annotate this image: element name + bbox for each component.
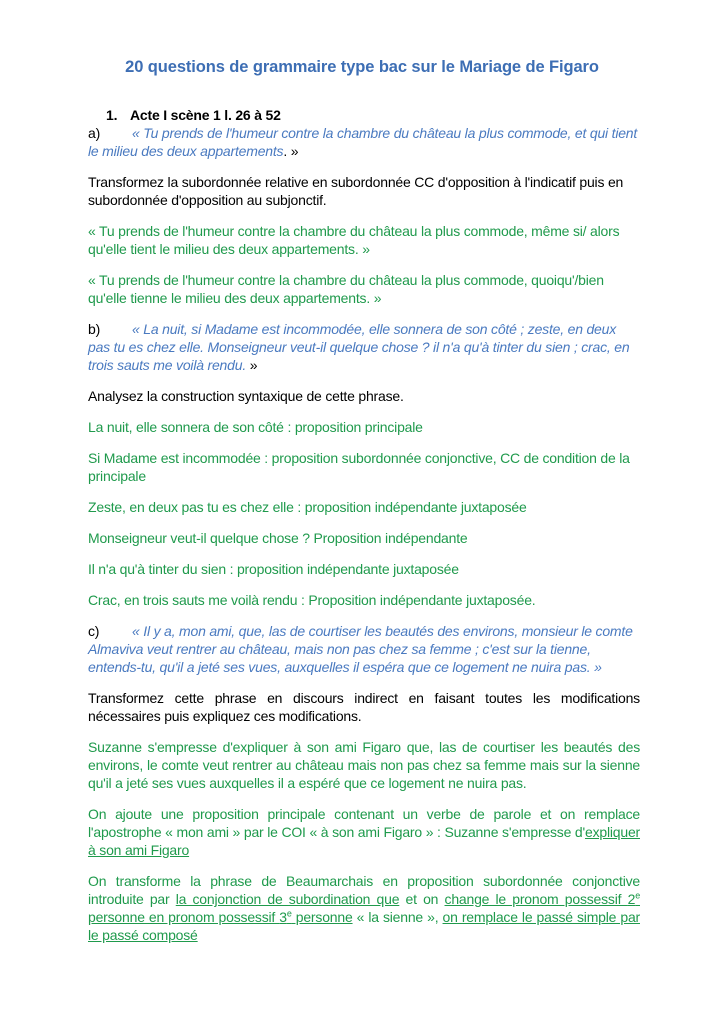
quote-c — [88, 622, 640, 676]
answer-a-1: « Tu prends de l'humeur contre la chambre du château la plus commode, même si/ alors qu'elle tient le milieu des deux appartements. » — [88, 223, 620, 257]
explanation-c-1-text: On ajoute une proposition principale contenant un verbe de parole et on remplace l'apostrophe « mon ami » par le COI « à son ami Figaro » : Suzanne s'empresse d' — [88, 806, 640, 840]
answer-b-5: Il n'a qu'à tinter du sien : proposition indépendante juxtaposée — [88, 561, 459, 577]
quote-c-text: « Il y a, mon ami, que, las de courtiser les beautés des environs, monsieur le comte Almaviva veut rentrer au château, mais non pas chez sa femme ; c'est sur la tienne, entends-tu, qu'il a jeté ses vues, auxquelles il espéra que ce logement ne nuira pas. » — [88, 623, 633, 675]
quote-a — [88, 124, 640, 160]
section-label: Acte I scène 1 l. 26 à 52 — [130, 107, 281, 123]
quote-b-text: « La nuit, si Madame est incommodée, elle sonnera de son côté ; zeste, en deux pas tu es chez elle. Monseigneur veut-il quelque chose ? il n'a qu'à tinter du sien ; crac, en trois sauts me voilà rendu. — [88, 321, 630, 373]
explanation-c-2-underlined-3: on remplace le passé simple par le passé composé — [88, 909, 640, 943]
document-title: 20 questions de grammaire type bac sur le Mariage de Figaro — [125, 58, 599, 76]
explanation-c-1-underlined: expliquer à son ami Figaro — [88, 824, 640, 858]
explanation-c-2 — [88, 872, 640, 944]
instruction-a: Transformez la subordonnée relative en subordonnée CC d'opposition à l'indicatif puis en subordonnée d'opposition au subjonctif. — [88, 174, 624, 208]
explanation-c-1 — [88, 805, 640, 859]
instruction-c: Transformez cette phrase en discours indirect en faisant toutes les modifications nécessaires puis expliquez ces modifications. — [88, 690, 640, 724]
explanation-c-2-text-c: « la sienne », — [352, 909, 443, 925]
instruction-b: Analysez la construction syntaxique de cette phrase. — [88, 388, 404, 404]
marker-a: a) — [88, 125, 101, 141]
document-body — [88, 106, 640, 957]
explanation-c-2-underlined-1: la conjonction de subordination que — [175, 891, 400, 907]
section-number: 1. — [106, 107, 118, 123]
marker-c: c) — [88, 623, 100, 639]
explanation-c-2-text-a: On transforme la phrase de Beaumarchais en proposition subordonnée conjonctive introduite par — [88, 873, 640, 907]
explanation-c-2-text-b: et on — [399, 891, 445, 907]
section-heading — [88, 106, 640, 124]
explanation-c-2-underlined-2: change le pronom possessif 2e personne en pronom possessif 3e personne — [88, 890, 640, 925]
answer-b-3: Zeste, en deux pas tu es chez elle : proposition indépendante juxtaposée — [88, 499, 527, 515]
marker-b: b) — [88, 321, 101, 337]
answer-c: Suzanne s'empresse d'expliquer à son ami Figaro que, las de courtiser les beautés des environs, le comte veut rentrer au château mais non pas chez sa femme mais sur la sienne qu'il a jeté ses vues auxquelles il a espéré que ce logement ne nuira pas. — [88, 739, 640, 791]
answer-b-4: Monseigneur veut-il quelque chose ? Proposition indépendante — [88, 530, 468, 546]
quote-a-end: . » — [283, 143, 299, 159]
answer-b-1: La nuit, elle sonnera de son côté : proposition principale — [88, 419, 423, 435]
answer-a-2: « Tu prends de l'humeur contre la chambre du château la plus commode, quoiqu'/bien qu'elle tienne le milieu des deux appartements. » — [88, 272, 604, 306]
answer-b-2: Si Madame est incommodée : proposition subordonnée conjonctive, CC de condition de la principale — [88, 450, 630, 484]
quote-a-text: « Tu prends de l'humeur contre la chambre du château la plus commode, et qui tient le milieu des deux appartements — [88, 125, 638, 159]
quote-b-end: » — [246, 357, 258, 373]
answer-b-6: Crac, en trois sauts me voilà rendu : Proposition indépendante juxtaposée. — [88, 592, 536, 608]
quote-b — [88, 320, 640, 374]
